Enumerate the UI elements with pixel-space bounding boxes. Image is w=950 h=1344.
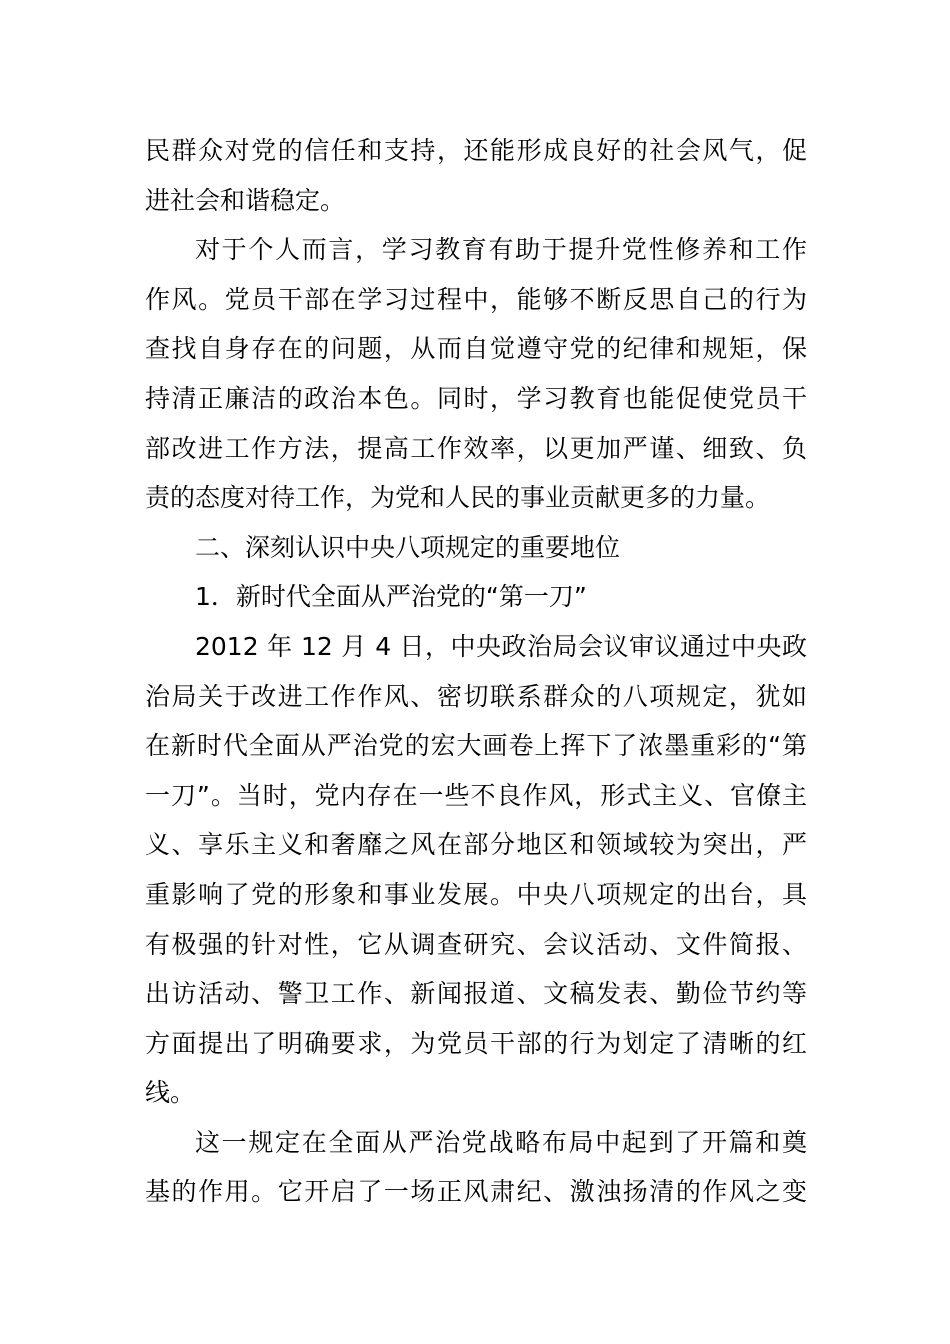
text-line: 重影响了党的形象和事业发展。中央八项规定的出台，具: [145, 879, 807, 909]
document-body: [145, 126, 807, 1217]
text-line: 1．新时代全面从严治党的“第一刀”: [195, 582, 587, 612]
text-line: 作风。党员干部在学习过程中，能够不断反思自己的行为: [145, 284, 807, 314]
text-line: 二、深刻认识中央八项规定的重要地位: [195, 532, 621, 562]
text-line: 这一规定在全面从严治党战略布局中起到了开篇和奠: [195, 1127, 807, 1157]
text-line: 2012 年 12 月 4 日，中央政治局会议审议通过中央政: [195, 631, 807, 661]
text-line: 一刀”。当时，党内存在一些不良作风，形式主义、官僚主: [145, 780, 807, 810]
text-line: 治局关于改进工作作风、密切联系群众的八项规定，犹如: [145, 681, 807, 711]
text-line: 在新时代全面从严治党的宏大画卷上挥下了浓墨重彩的“第: [145, 731, 807, 761]
text-line: 方面提出了明确要求，为党员干部的行为划定了清晰的红: [145, 1028, 807, 1058]
text-line: 进社会和谐稳定。: [145, 185, 346, 215]
text-line: 责的态度对待工作，为党和人民的事业贡献更多的力量。: [145, 483, 771, 513]
text-line: 基的作用。它开启了一场正风肃纪、激浊扬清的作风之变: [145, 1177, 807, 1207]
text-line: 义、享乐主义和奢靡之风在部分地区和领域较为突出，严: [145, 830, 807, 860]
text-line: 有极强的针对性，它从调查研究、会议活动、文件简报、: [145, 929, 807, 959]
text-line: 查找自身存在的问题，从而自觉遵守党的纪律和规矩，保: [145, 334, 807, 364]
text-line: 部改进工作方法，提高工作效率，以更加严谨、细致、负: [145, 433, 807, 463]
text-line: 线。: [145, 1078, 196, 1108]
text-line: 民群众对党的信任和支持，还能形成良好的社会风气，促: [145, 136, 807, 165]
text-line: 出访活动、警卫工作、新闻报道、文稿发表、勤俭节约等: [145, 979, 807, 1009]
text-line: 对于个人而言，学习教育有助于提升党性修养和工作: [195, 235, 807, 265]
text-line: 持清正廉洁的政治本色。同时，学习教育也能促使党员干: [145, 383, 807, 413]
